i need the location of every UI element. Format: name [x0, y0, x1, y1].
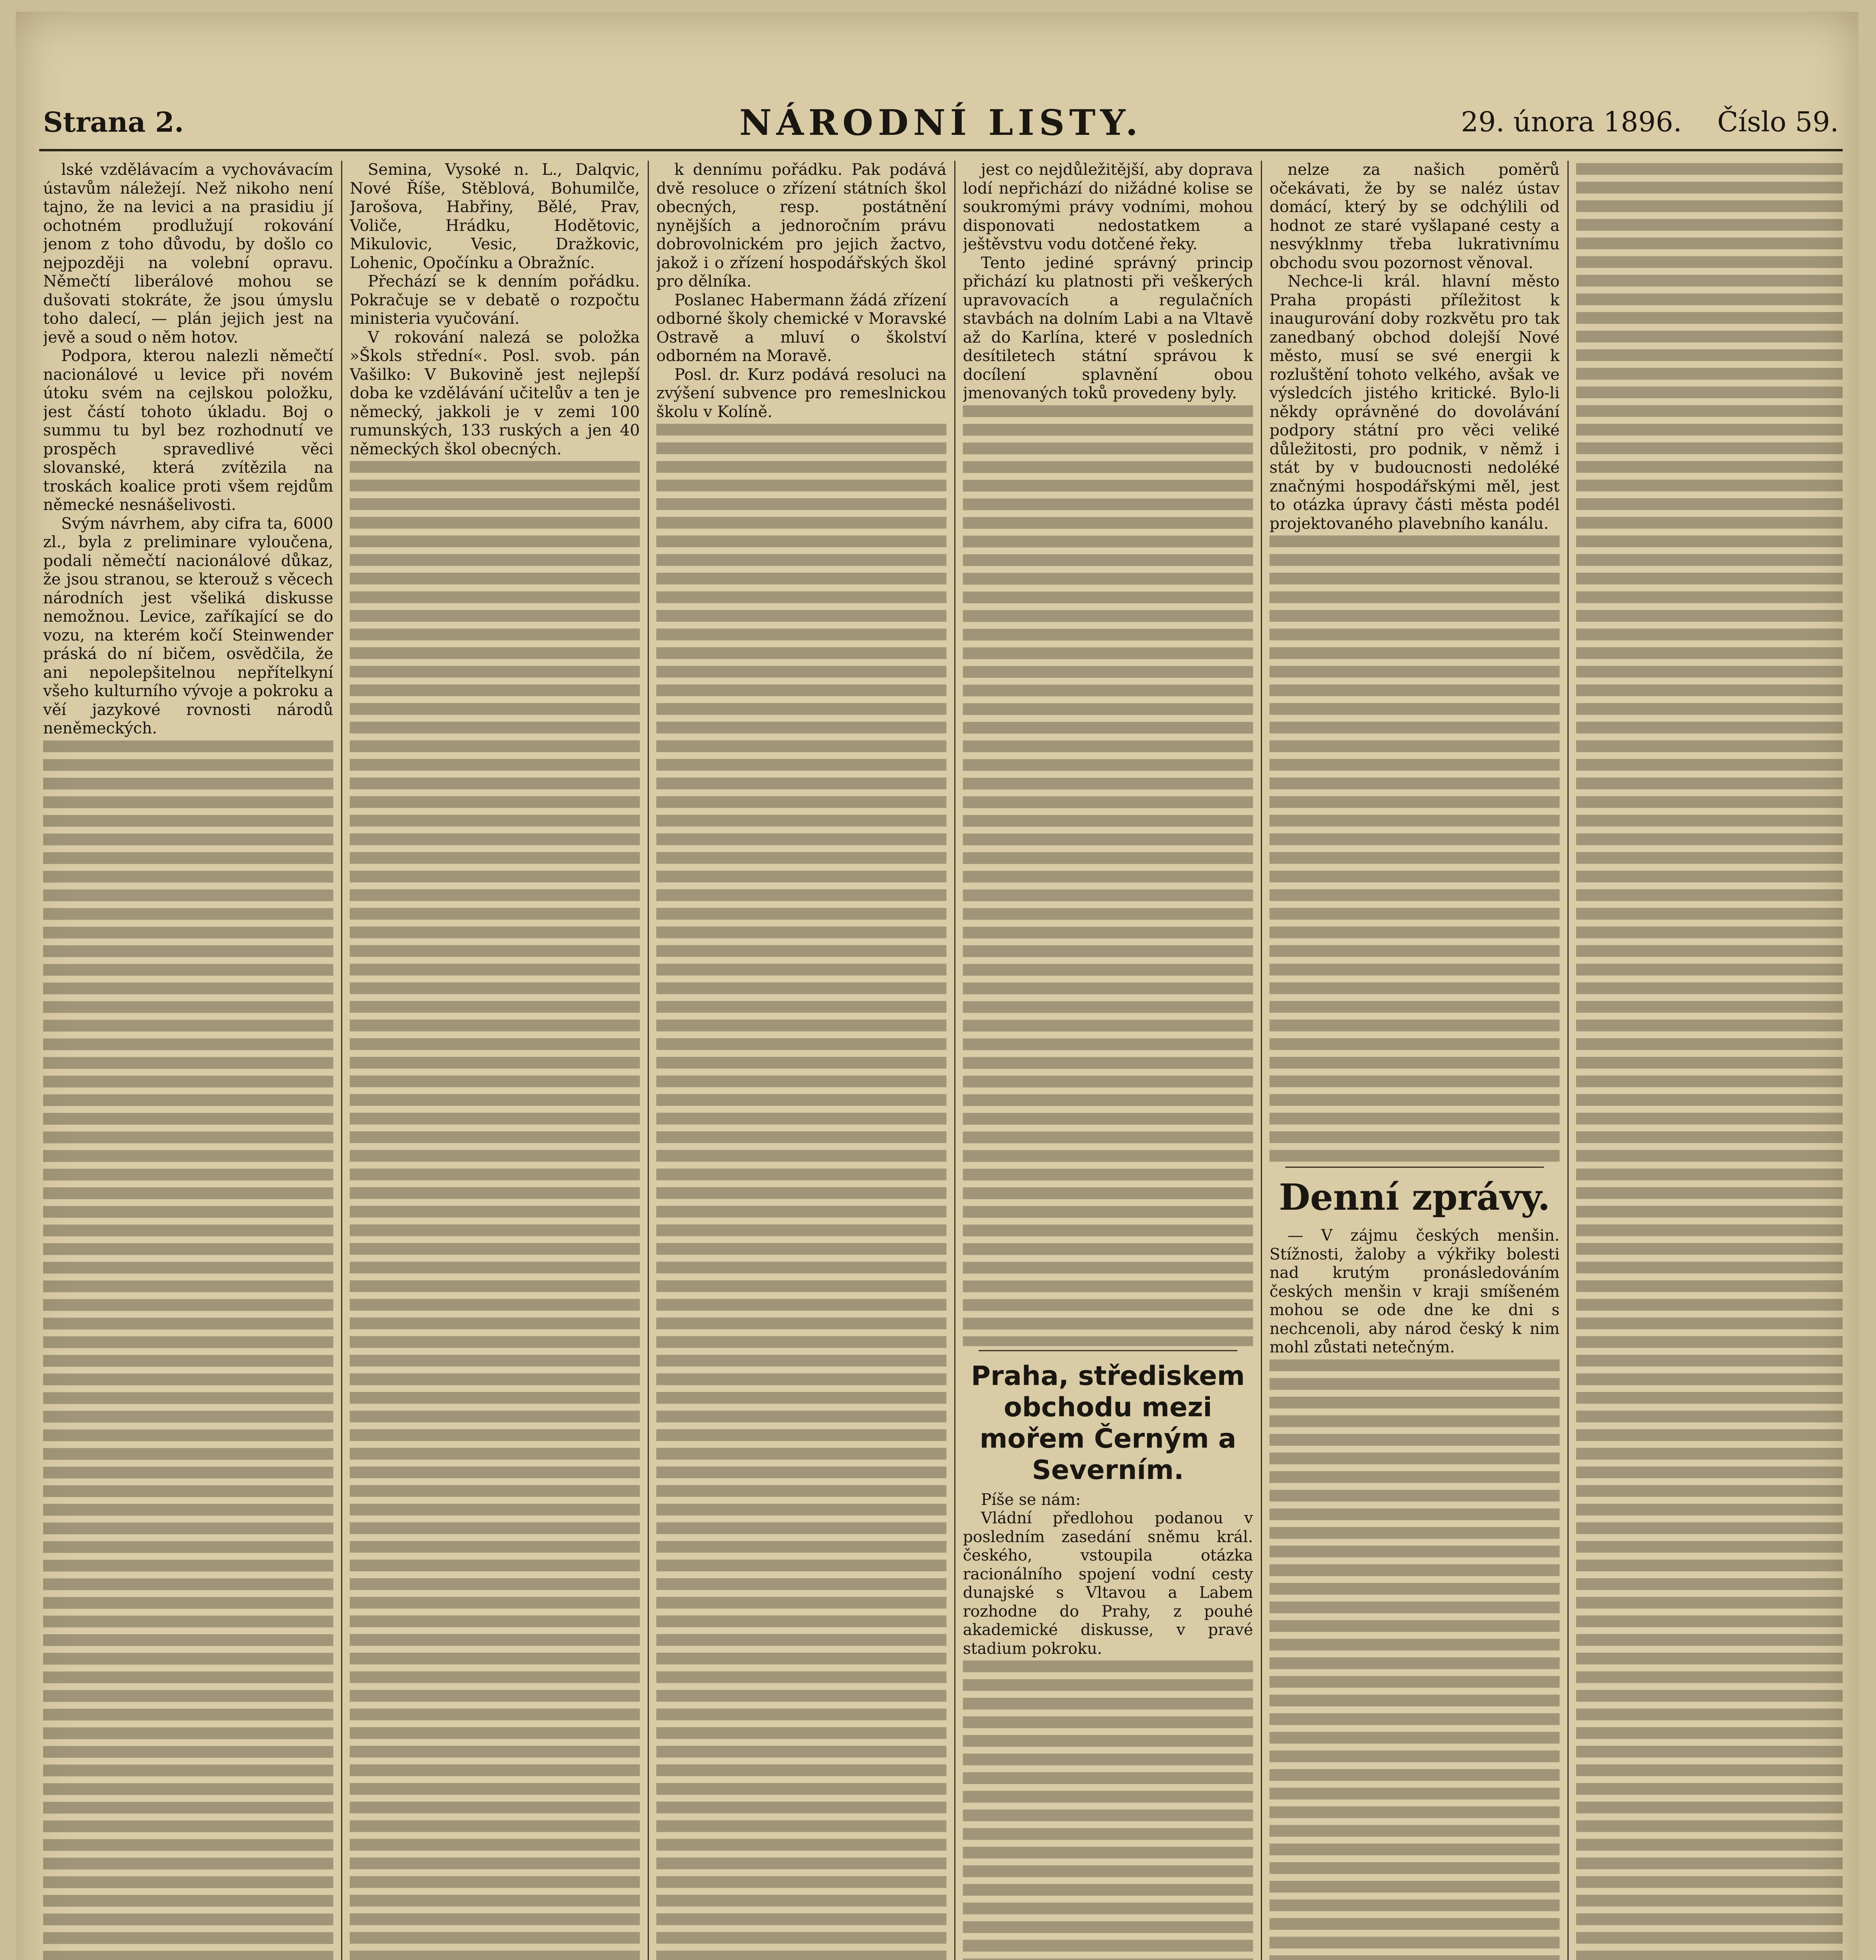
paragraph: V rokování nalezá se položka »Škols střední«. Posl. svob. pán Vašilko: V Bukovině jest nejlepší doba ke vzdělávání učitelův a ten je německý, jakkoli je v zemi 100 rumunských, 133 ruských a jen 40 německých škol obecných. [350, 328, 640, 458]
newspaper-page [16, 12, 1858, 1960]
paragraph: Nechce-li král. hlavní město Praha propásti příležitost k inaugurování doby rozkvětu pro tak zanedbaný obchod dolejší Nové město, musí se své energii k rozluštění tohoto velkého, avšak ve výsledcích jistého kritické. Bylo-li někdy oprávněné do dovolávání podpory státní pro věci veliké důležitosti, pro podnik, v němž i stát by v budoucnosti nedoléké značnými hospodářskými měl, jest to otázka úpravy části města podél projektovaného plavebního kanálu. [1269, 272, 1560, 533]
column-text-continuation [43, 740, 333, 1960]
paragraph: Píše se nám: [981, 1490, 1081, 1509]
article-title: Praha, střediskem obchodu mezi mořem Černým a Severním. [971, 1360, 1245, 1486]
paragraph: Semina, Vysoké n. L., Dalqvic, Nové Říše, Stěblová, Bohumilče, Jarošova, Habřiny, Bělé, Prav, Voliče, Hrádku, Hodětovic, Mikulovic, Vesic, Dražkovic, Lohenic, Opočínku a Obražníc. [350, 161, 640, 272]
page-header [39, 90, 1843, 151]
column-6 [1576, 161, 1843, 1960]
paragraph: — V zájmu českých menšin. Stížnosti, žaloby a výkřiky bolesti nad krutým pronásledováním českých menšin v kraji smíšeném mohou se ode dne ke dni s nechcenoli, aby národ český k nim mohl zůstati netečným. [1269, 1227, 1560, 1356]
paragraph: Svým návrhem, aby cifra ta, 6000 zl., byla z preliminare vyloučena, podali němečtí nacionálové důkaz, že jsou stranou, se kterouž s věcech národních jest všeliká diskusse nemožnou. Levice, zaříkající se do vozu, na kterém kočí Steinwender práská do ní bičem, osvědčila, že ani nepolepšitelnou nepřítelkyní všeho kulturního vývoje a pokroku a věí jazykové rovnosti národů neněmeckých. [43, 514, 333, 737]
issue-date: 29. února 1896. [1461, 106, 1682, 138]
column-1 [43, 161, 333, 1960]
paragraph: Vládní předlohou podanou v posledním zasedání sněmu král. českého, vstoupila otázka racionálního spojení vodní cesty dunajské s Vltavou a Labem rozhodne do Prahy, z pouhé akademické diskusse, v pravé stadium pokroku. [963, 1509, 1253, 1658]
paragraph: nelze za našich poměrů očekávati, že by se naléz ústav domácí, který by se odchýlili od hodnot ze staré vyšlapané cesty a nesvýklnmy třeba lukrativnímu obchodu svou pozornost věnoval. [1269, 161, 1560, 272]
column-rule [954, 161, 955, 1960]
paragraph: Tento jediné správný princip přichází ku platnosti při veškerých upravovacích a regulačních stavbách na dolním Labi a na Vltavě až do Karlína, které v posledních desítiletech státní správou k docílení splavnění obou jmenovaných toků provedeny byly. [963, 254, 1253, 402]
newspaper-title: NÁRODNÍ LISTY. [739, 102, 1143, 143]
column-text-continuation [1576, 163, 1843, 1960]
paragraph: Podpora, kterou nalezli němečtí nacionálové u levice při novém útoku svém na cejlskou položku, jest částí tohoto úkladu. Boj o summu tu byl bez rozhodnutí ve prospěch spravedlivé věci slovanské, která zvítězila na troskách koalice proti všem rejdům německé nesnášelivosti. [43, 347, 333, 514]
column-rule [341, 161, 342, 1960]
column-text-continuation [656, 424, 946, 1960]
section-divider [979, 1350, 1237, 1351]
column-4 [963, 161, 1253, 1960]
paragraph: lské vzdělávacím a vychovávacím ústavům náležejí. Než nikoho není tajno, že na levici a na prasidiu jí ochotném prodlužují rokování jenom z toho důvodu, by došlo co nejpozději na volební opravu. Němečtí liberálové mohou se dušovati stokráte, že jsou úmyslu toho dalecí, — plán jejich jest na jevě a soud o něm hotov. [43, 161, 333, 347]
paragraph: jest co nejdůležitější, aby doprava lodí nepřichází do nižádné kolise se soukromými právy vodními, mohou disponovati nedostatkem a ještěvstvu vodu dotčené řeky. [963, 161, 1253, 253]
column-rule [648, 161, 649, 1960]
page-number: Strana 2. [43, 106, 184, 138]
paragraph: k dennímu pořádku. Pak podává dvě resoluce o zřízení státních škol obecných, resp. postátnění nynějších a jednoročním právu dobrovolnickém pro jejich žactvo, jakož i o zřízení hospodářských škol pro dělníka. [656, 161, 946, 290]
article-columns [43, 161, 1843, 1960]
column-rule [1567, 161, 1569, 1960]
column-rule [1261, 161, 1262, 1960]
column-text-continuation [1269, 535, 1560, 1163]
paragraph: Poslanec Habermann žádá zřízení odborné školy chemické v Moravské Ostravě a mluví o školství odborném na Moravě. [656, 291, 946, 365]
column-2 [350, 161, 640, 1960]
section-heading: Denní zprávy. [1279, 1176, 1551, 1218]
column-text-continuation [350, 461, 640, 1960]
column-3 [656, 161, 946, 1960]
column-text-continuation [963, 1661, 1253, 1960]
paragraph: Přechází se k denním pořádku. Pokračuje se v debatě o rozpočtu ministeria vyučování. [350, 272, 640, 328]
paragraph: Posl. dr. Kurz podává resoluci na zvýšení subvence pro remeslnickou školu v Kolíně. [656, 365, 946, 421]
column-text-continuation [963, 405, 1253, 1346]
date-issue [1426, 106, 1839, 138]
column-5 [1269, 161, 1560, 1960]
issue-number: Číslo 59. [1717, 106, 1839, 138]
column-text-continuation [1269, 1359, 1560, 1960]
section-divider [1285, 1167, 1544, 1168]
